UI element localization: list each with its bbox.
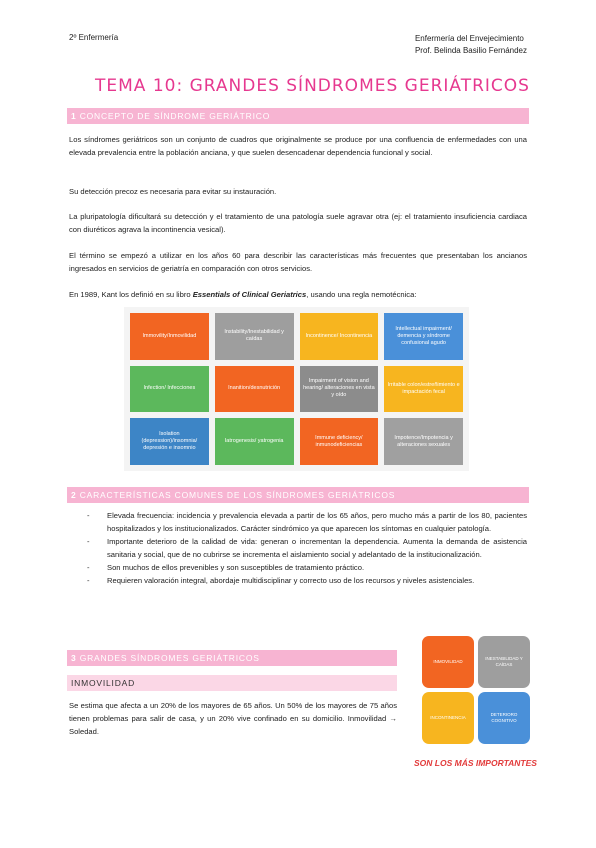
paragraph: La pluripatología dificultará su detección y el tratamiento de una patología suele agravar otra (ej: el tratamiento insuficiencia cardiaca con diuréticos agrava la incontinencia vesical).: [69, 212, 527, 234]
section-title: GRANDES SÍNDROMES GERIÁTRICOS: [79, 653, 260, 663]
main-syndromes-graphic: [420, 634, 532, 746]
header-right: [415, 33, 527, 57]
syndrome-tile: [478, 636, 530, 688]
section-number: 3: [71, 653, 77, 663]
tile-label: DETERIORO COGNITIVO: [490, 712, 518, 723]
characteristics-list: [87, 509, 527, 587]
syndrome-tile: [422, 636, 474, 688]
section-title: CONCEPTO DE SÍNDROME GERIÁTRICO: [79, 111, 271, 121]
section-number: 1: [71, 111, 77, 121]
book-title: Essentials of Clinical Geriatrics: [192, 290, 307, 299]
professor-name: Prof. Belinda Basilio Fernández: [414, 46, 527, 55]
list-item: - Requieren valoración integral, abordaje multidisciplinar y correcto uso de los recursos y niveles asistenciales.: [87, 574, 527, 587]
syndrome-tile: [422, 692, 474, 744]
syndrome-cell: Iatrogenesis/ yatrogenia: [215, 418, 294, 465]
paragraph: Se estima que afecta a un 20% de los mayores de 65 años. Un 50% de los mayores de 75 años tienen problemas para salir de casa, y un 20% vive confinado en su domicilio. Inmovilidad → Soledad.: [69, 701, 397, 736]
section-heading-2: [67, 487, 529, 503]
list-item: - Importante deterioro de la calidad de vida: generan o incrementan la dependencia. Aumenta la demanda de asistencia sanitaria y social, que de no cubrirse se incrementa el aislamiento social y adelantado de la institucionalización.: [87, 535, 527, 561]
syndrome-cell: Immune deficiency/ inmunodeficiencias: [300, 418, 379, 465]
list-item: - Elevada frecuencia: incidencia y prevalencia elevada a partir de los 65 años, pero mucho más a partir de los 80, pacientes hospitalizados y los institucionalizados. Carácter sindrómico ya que aparecen los síntomas en cualquier patología.: [87, 509, 527, 535]
tile-label: INESTABILIDAD Y CAÍDAS: [485, 656, 523, 667]
syndrome-cell: Irritable colon/estreñimiento e impactación fecal: [384, 366, 463, 413]
syndrome-cell: Inanition/desnutrición: [215, 366, 294, 413]
list-item: - Son muchos de ellos prevenibles y son susceptibles de tratamiento práctico.: [87, 561, 527, 574]
section-number: 2: [71, 490, 77, 500]
syndrome-cell: Infection/ Infecciones: [130, 366, 209, 413]
tile-label: INMOVILIDAD: [433, 659, 463, 664]
syndrome-cell: Incontinence/ Incontinencia: [300, 313, 379, 360]
syndrome-cell: Impotence/Impotencia y alteraciones sexuales: [384, 418, 463, 465]
section-title: CARACTERÍSTICAS COMUNES DE LOS SÍNDROMES GERIÁTRICOS: [79, 490, 396, 500]
syndrome-cell: Intellectual impairment/ demencia y síndrome confusional agudo: [384, 313, 463, 360]
syndrome-cell: Impairment of vision and hearing/ alteraciones en vista y oído: [300, 366, 379, 413]
paragraph-text: En 1989, Kant los definió en su libro: [69, 290, 193, 299]
page-title: TEMA 10: GRANDES SÍNDROMES GERIÁTRICOS: [95, 76, 530, 96]
mnemonic-grid: [124, 307, 469, 471]
paragraph: El término se empezó a utilizar en los años 60 para describir las características más frecuentes que presentaban los ancianos ingresados en servicios de geriatría en comparación con otros servicios.: [69, 251, 527, 273]
syndrome-cell: Instability/Inestabilidad y caídas: [215, 313, 294, 360]
paragraph: Su detección precoz es necesaria para evitar su instauración.: [69, 187, 277, 196]
syndrome-cell: Isolation (depression)/insomnia/ depresión e insomnio: [130, 418, 209, 465]
subject-name: Enfermería del Envejecimiento: [414, 34, 524, 43]
syndrome-cell: Immovility/Inmovilidad: [130, 313, 209, 360]
subsection-heading: INMOVILIDAD: [67, 675, 397, 691]
paragraph: Los síndromes geriátricos son un conjunto de cuadros que originalmente se produce por una confluencia de enfermedades con una elevada prevalencia entre la población anciana, y que suelen desencadenar dependencia funcional y social.: [69, 135, 527, 157]
course-label: 2º Enfermería: [69, 33, 119, 42]
paragraph-text: , usando una regla nemotécnica:: [306, 290, 417, 299]
section-heading-3: [67, 650, 397, 666]
paragraph: [69, 288, 527, 301]
section-heading-1: [67, 108, 529, 124]
tile-label: INCONTINENCIA: [430, 715, 466, 720]
most-important-caption: SON LOS MÁS IMPORTANTES: [414, 758, 537, 768]
syndrome-tile: [478, 692, 530, 744]
